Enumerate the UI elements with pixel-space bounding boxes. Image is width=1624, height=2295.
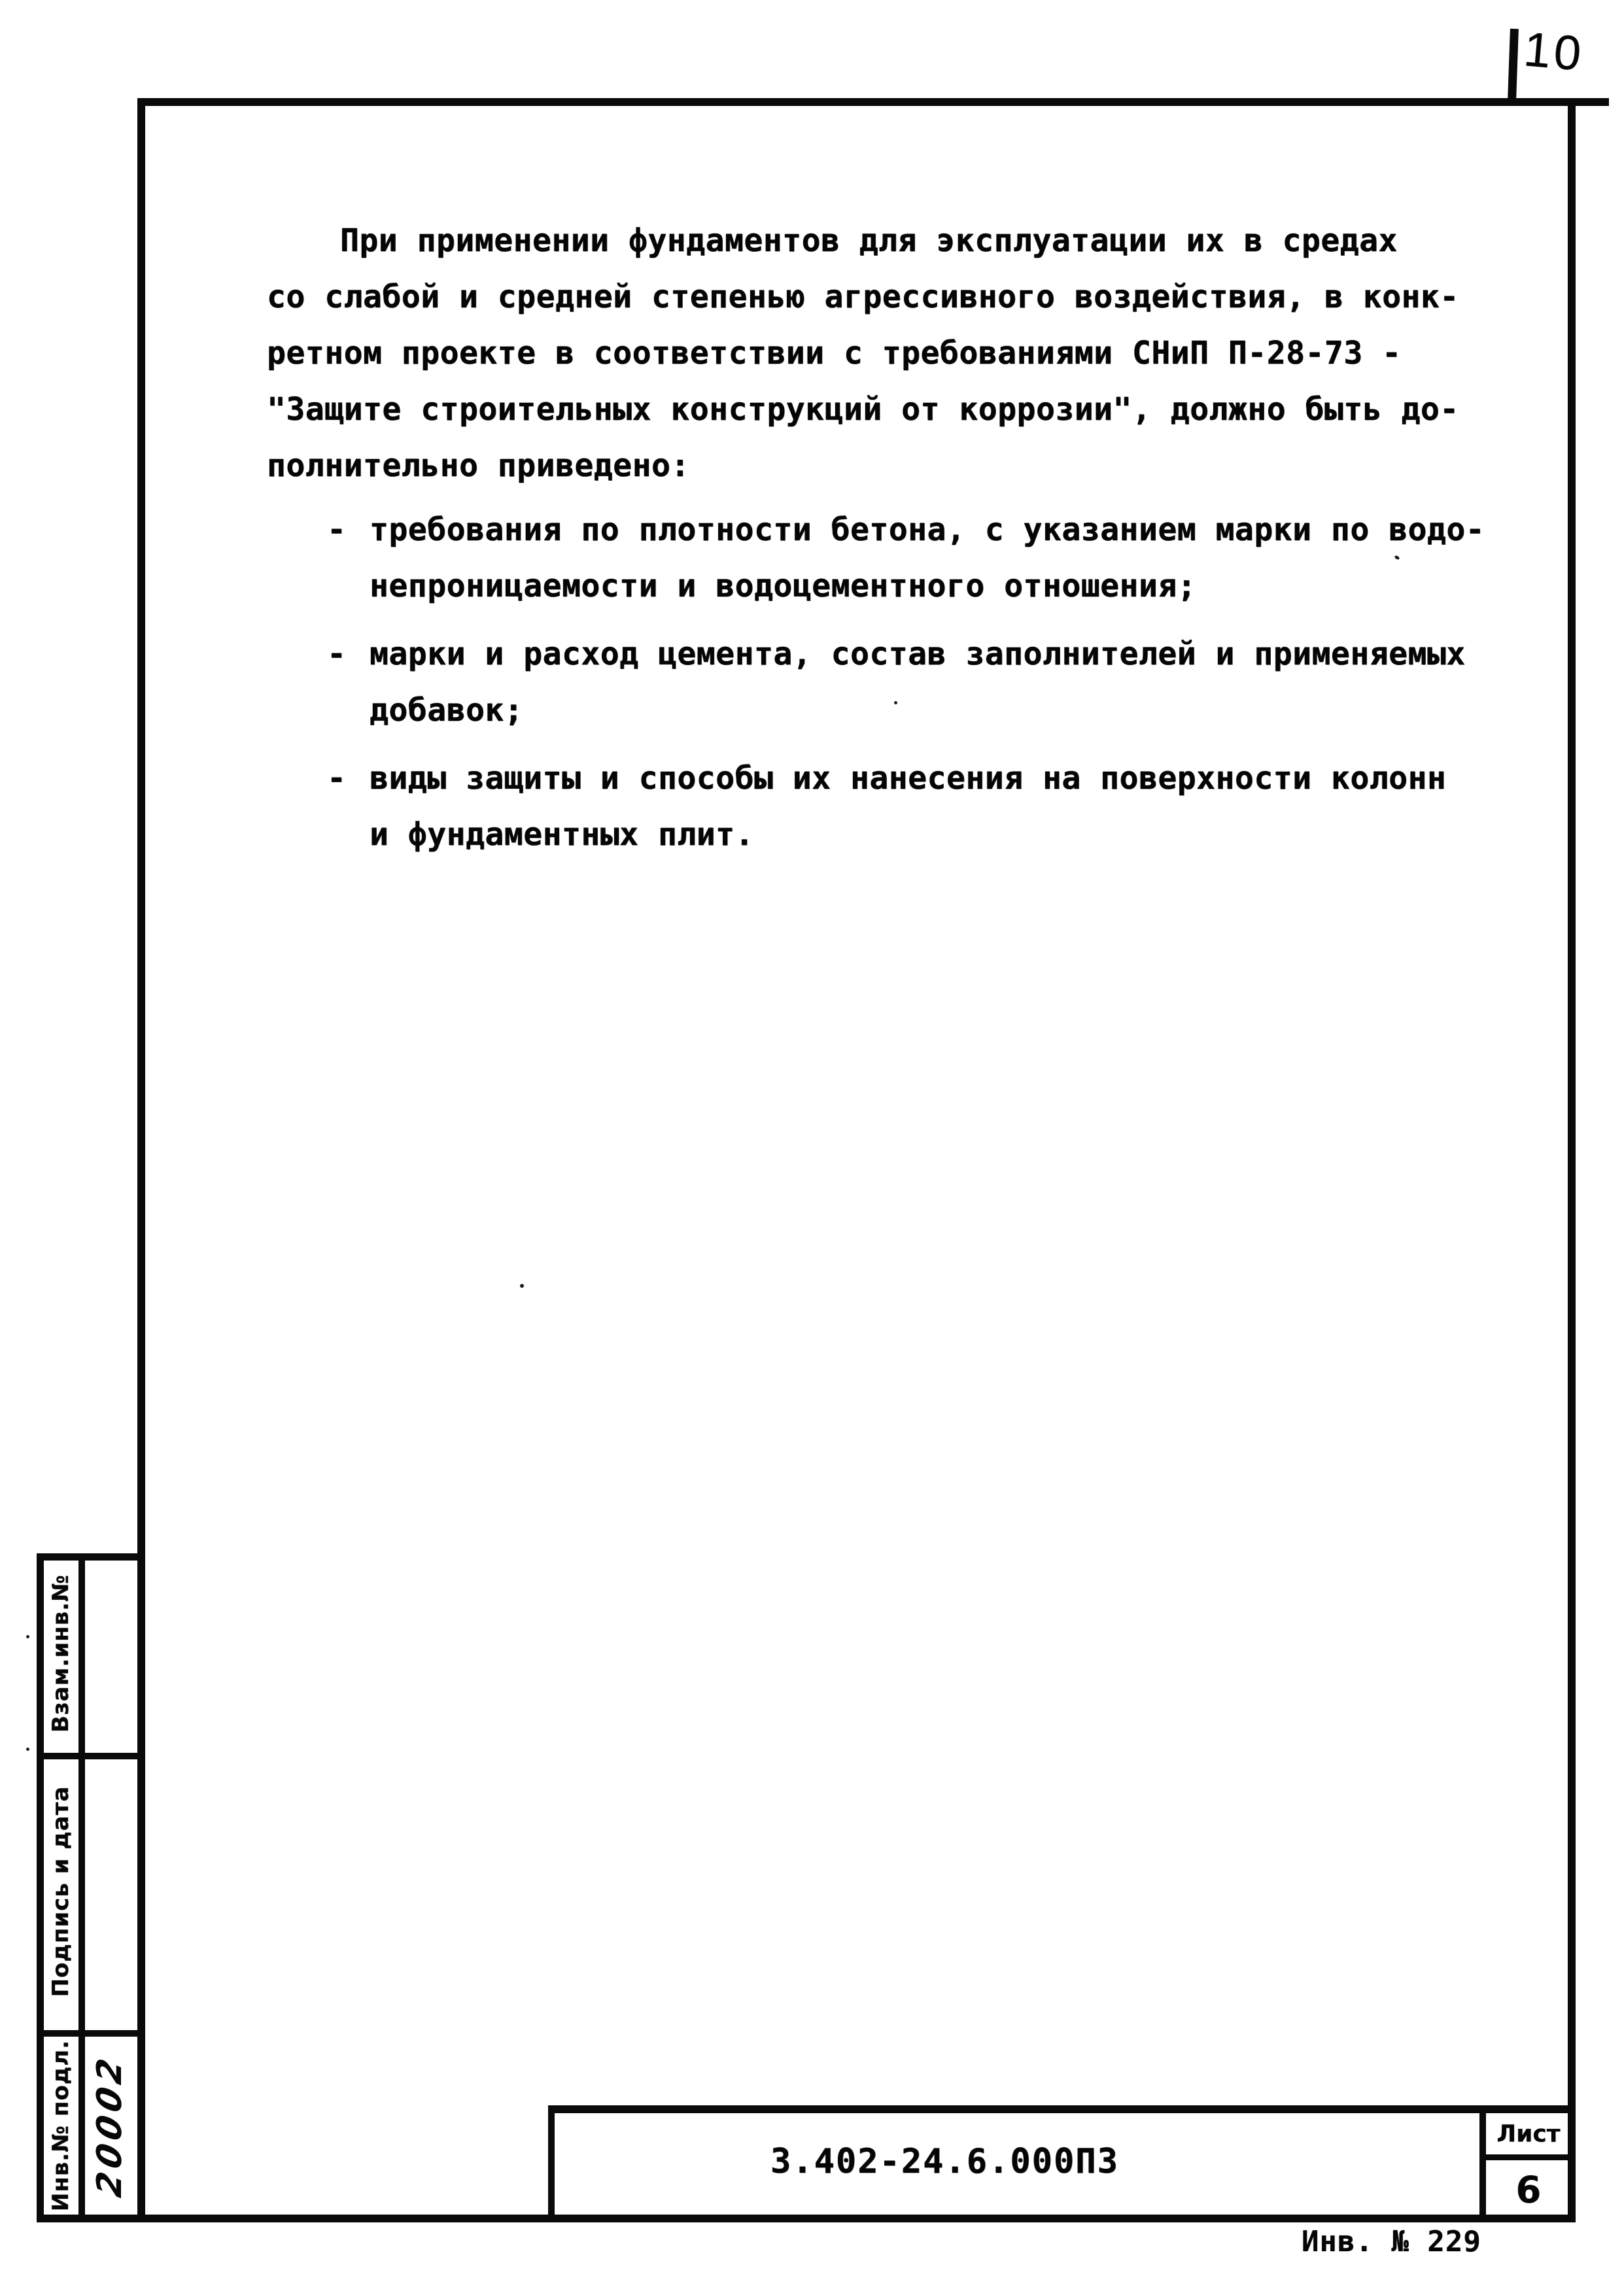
title-block-top-border — [548, 2105, 1576, 2113]
document-code: 3.402-24.6.000ПЗ — [770, 2142, 1119, 2181]
stamp-top-border — [37, 1553, 145, 1561]
paragraph-line: "Защите строительных конструкций от коррозии", должно быть до- — [267, 391, 1459, 428]
scan-speck — [520, 1284, 524, 1288]
stamp-row-divider — [37, 2030, 145, 2037]
bullet-marker: - — [327, 636, 347, 672]
frame-top-border — [138, 98, 1609, 106]
bullet-line: требования по плотности бетона, с указанием марки по водо- — [370, 511, 1485, 548]
scan-speck — [26, 1748, 29, 1751]
bullet-line: марки и расход цемента, состав заполнителей и применяемых — [370, 636, 1466, 672]
title-block-sheet-divider — [1479, 2105, 1486, 2222]
stamp-label-vzam-inv: Взам.инв.№ — [48, 1574, 74, 1733]
bullet-line: виды защиты и способы их нанесения на поверхности колонн — [370, 760, 1447, 797]
inventory-note: Инв. № 229 — [1302, 2225, 1481, 2258]
sheet-number: 6 — [1515, 2169, 1542, 2212]
paragraph-line: полнительно приведено: — [267, 447, 690, 484]
title-block-sheet-header-divider — [1479, 2154, 1576, 2160]
stamp-row-divider — [37, 1753, 145, 1759]
stamp-inventory-number-handwritten: 20002 — [90, 2050, 130, 2201]
bullet-line: непроницаемости и водоцементного отношения; — [370, 568, 1197, 604]
stamp-label-inv-podl: Инв.№ подл. — [48, 2039, 74, 2212]
bullet-marker: - — [327, 760, 347, 797]
title-block — [548, 2105, 1576, 2222]
stamp-left-border — [37, 1553, 44, 2220]
frame-left-border — [137, 98, 145, 2222]
frame-right-border — [1568, 98, 1576, 2222]
paragraph-line: со слабой и средней степенью агрессивного воздействия, в конк- — [267, 279, 1459, 315]
paragraph-line: ретном проекте в соответствии с требованиями СНиП П-28-73 - — [267, 335, 1402, 371]
paragraph-line: При применении фундаментов для эксплуатации их в средах — [340, 222, 1398, 259]
bullet-marker: - — [327, 511, 347, 548]
sheet-header-label: Лист — [1496, 2120, 1561, 2148]
bullet-line: добавок; — [370, 692, 524, 729]
scan-speck — [26, 1635, 29, 1638]
scan-speck — [894, 701, 897, 704]
page-number: 10 — [1521, 22, 1587, 81]
scan-speck — [1394, 555, 1400, 560]
stamp-label-podpis-data: Подпись и дата — [48, 1786, 74, 1997]
bullet-line: и фундаментных плит. — [370, 816, 754, 853]
stamp-label-divider — [78, 1553, 85, 2220]
title-block-left-border — [548, 2105, 555, 2222]
page-number-divider-line — [1508, 29, 1519, 101]
